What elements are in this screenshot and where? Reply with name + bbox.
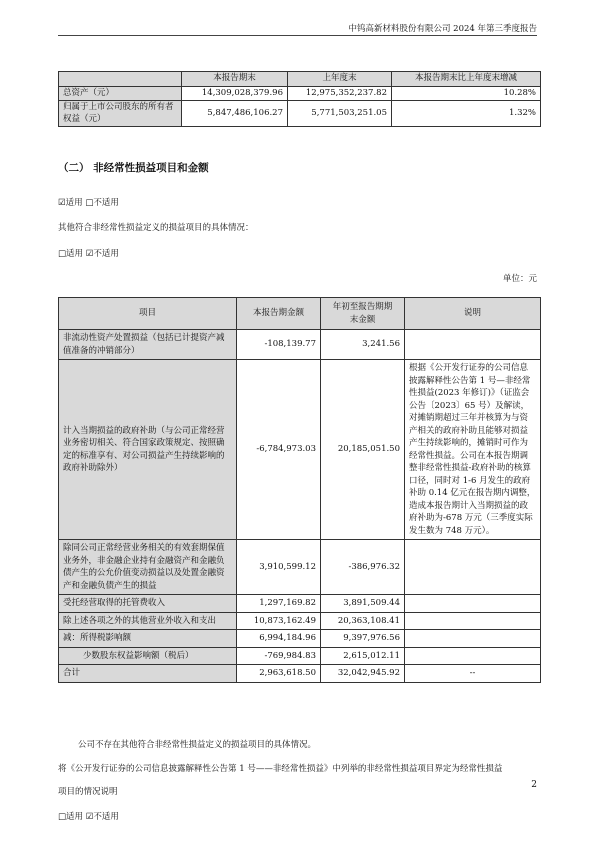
- cell-note: [405, 612, 541, 630]
- table-row: [59, 101, 541, 127]
- cell-value: 10.28%: [392, 86, 541, 101]
- cell-value: 12,975,352,237.82: [288, 86, 392, 101]
- table-row: [59, 647, 541, 665]
- cell-value: 9,397,976.56: [321, 630, 405, 648]
- header-divider: [58, 35, 537, 36]
- paragraph: 项目的情况说明: [58, 787, 118, 797]
- cell-note: [405, 540, 541, 595]
- table-row: [59, 540, 541, 595]
- page-header: 中钨高新材料股份有限公司 2024 年第三季度报告: [348, 24, 537, 34]
- cell-note: [405, 647, 541, 665]
- table-row: [59, 630, 541, 648]
- row-label: 除上述各项之外的其他营业外收入和支出: [59, 612, 237, 630]
- cell-value: -386,976.32: [321, 540, 405, 595]
- cell-value: 5,771,503,251.05: [288, 101, 392, 127]
- column-header: 年初至报告期期末金额: [321, 298, 405, 330]
- cell-value: -769,984.83: [237, 647, 321, 665]
- page-number: 2: [531, 780, 537, 790]
- row-label: 计入当期损益的政府补助（与公司正常经营业务密切相关、符合国家政策规定、按照确定的标准享有、对公司损益产生持续影响的政府补助除外）: [59, 360, 237, 540]
- table-row: [59, 612, 541, 630]
- cell-note: 根据《公开发行证券的公司信息披露解释性公告第 1 号—非经常性损益(2023 年修订)》（证监会公告〔2023〕65 号）及解读，对摊销期超过三年并核算为与资产相关的政府补助且能够对损益产生持续影响的，摊销时可作为经常性损益。公司在本报告期调整非经常性损益-政府补助的核算口径，同时对 1-6 月发生的政府补助 0.14 亿元在报告期内调整，造成本报告期计入当期损益的政府补助为-678 万元（三季度实际发生数为 748 万元）。: [405, 360, 541, 540]
- row-label: 合计: [59, 665, 237, 683]
- cell-note: [405, 595, 541, 613]
- table-row: [59, 330, 541, 360]
- cell-note: [405, 330, 541, 360]
- table-row: [59, 595, 541, 613]
- section-title: （二） 非经常性损益项目和金额: [58, 162, 209, 174]
- cell-value: 3,241.56: [321, 330, 405, 360]
- cell-value: 20,185,051.50: [321, 360, 405, 540]
- column-header: 本报告期末比上年度末增减: [392, 72, 541, 87]
- paragraph: 其他符合非经常性损益定义的损益项目的具体情况：: [58, 223, 254, 233]
- cell-value: -6,784,973.03: [237, 360, 321, 540]
- unit-label: 单位：元: [502, 274, 537, 284]
- cell-value: 14,309,028,379.96: [182, 86, 288, 101]
- table-row: [59, 665, 541, 683]
- column-header: 本报告期金额: [237, 298, 321, 330]
- applicability-options: □适用 ☑不适用: [58, 812, 119, 822]
- nonrecurring-items-table: [58, 297, 541, 683]
- row-label: 减：所得税影响额: [59, 630, 237, 648]
- row-label: 归属于上市公司股东的所有者权益（元）: [59, 101, 182, 127]
- paragraph: 公司不存在其他符合非经常性损益定义的损益项目的具体情况。: [78, 740, 317, 750]
- cell-value: 2,963,618.50: [237, 665, 321, 683]
- balance-table: [58, 71, 541, 127]
- paragraph: 将《公开发行证券的公司信息披露解释性公告第 1 号——非经常性损益》中列举的非经常性损益项目界定为经常性损益: [58, 764, 503, 774]
- table-header-row: [59, 72, 541, 87]
- cell-value: 1.32%: [392, 101, 541, 127]
- row-label: 受托经营取得的托管费收入: [59, 595, 237, 613]
- cell-value: 20,363,108.41: [321, 612, 405, 630]
- column-header: 本报告期末: [182, 72, 288, 87]
- cell-value: 10,873,162.49: [237, 612, 321, 630]
- row-label: 少数股东权益影响额（税后）: [59, 647, 237, 665]
- cell-value: 3,891,509.44: [321, 595, 405, 613]
- cell-value: 6,994,184.96: [237, 630, 321, 648]
- column-header: 项目: [59, 298, 237, 330]
- column-header: 上年度末: [288, 72, 392, 87]
- cell-value: 2,615,012.11: [321, 647, 405, 665]
- applicability-options: ☑适用 □不适用: [58, 198, 119, 208]
- cell-value: 32,042,945.92: [321, 665, 405, 683]
- cell-note: --: [405, 665, 541, 683]
- applicability-options: □适用 ☑不适用: [58, 249, 119, 259]
- table-row: [59, 86, 541, 101]
- row-label: 非流动性资产处置损益（包括已计提资产减值准备的冲销部分）: [59, 330, 237, 360]
- cell-note: [405, 630, 541, 648]
- table-header-row: [59, 298, 541, 330]
- table-row: [59, 360, 541, 540]
- row-label: 除同公司正常经营业务相关的有效套期保值业务外，非金融企业持有金融资产和金融负债产生的公允价值变动损益以及处置金融资产和金融负债产生的损益: [59, 540, 237, 595]
- column-header: 说明: [405, 298, 541, 330]
- cell-value: 5,847,486,106.27: [182, 101, 288, 127]
- cell-value: 3,910,599.12: [237, 540, 321, 595]
- column-header: [59, 72, 182, 87]
- cell-value: 1,297,169.82: [237, 595, 321, 613]
- row-label: 总资产（元）: [59, 86, 182, 101]
- cell-value: -108,139.77: [237, 330, 321, 360]
